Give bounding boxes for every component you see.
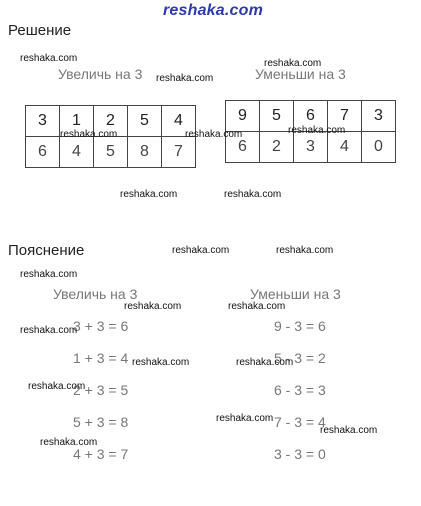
equation-left: 4 + 3 = 7	[73, 446, 129, 462]
explanation-left-caption: Увеличь на 3	[53, 286, 138, 302]
equation-left: 2 + 3 = 5	[73, 382, 129, 398]
equation-left: 3 + 3 = 6	[73, 318, 129, 334]
equation-right: 9 - 3 = 6	[274, 318, 326, 334]
table-cell: 7	[162, 137, 196, 168]
watermark-text: reshaka.com	[20, 325, 78, 336]
watermark-text: reshaka.com	[264, 58, 322, 69]
equation-left: 5 + 3 = 8	[73, 414, 129, 430]
watermark-text: reshaka.com	[28, 381, 86, 392]
table-cell: 5	[94, 137, 128, 168]
explanation-right-caption: Уменьши на 3	[250, 286, 341, 302]
watermark-text: reshaka.com	[216, 413, 274, 424]
solution-heading: Решение	[8, 22, 72, 39]
table-cell: 5	[260, 101, 294, 132]
watermark-text: reshaka.com	[224, 189, 282, 200]
table-cell: 6	[26, 137, 60, 168]
table-cell: 5	[128, 106, 162, 137]
watermark-text: reshaka.com	[276, 245, 334, 256]
watermark-text: reshaka.com	[124, 301, 182, 312]
table-cell: 1	[60, 106, 94, 137]
watermark-text: reshaka.com	[228, 301, 286, 312]
table-cell: 2	[94, 106, 128, 137]
table-cell: 3	[362, 101, 396, 132]
table-row-bottom	[226, 132, 396, 163]
table-cell: 4	[162, 106, 196, 137]
table-row-bottom	[26, 137, 196, 168]
watermark-text: reshaka.com	[320, 425, 378, 436]
watermark-text: reshaka.com	[120, 189, 178, 200]
watermark-text: reshaka.com	[60, 129, 118, 140]
watermark-text: reshaka.com	[132, 357, 190, 368]
solution-right-caption: Уменьши на 3	[255, 66, 346, 82]
table-cell: 4	[60, 137, 94, 168]
watermark-text: reshaka.com	[236, 357, 294, 368]
equation-right: 6 - 3 = 3	[274, 382, 326, 398]
watermark-text: reshaka.com	[172, 245, 230, 256]
equation-left: 1 + 3 = 4	[73, 350, 129, 366]
table-cell: 6	[294, 101, 328, 132]
equation-right: 3 - 3 = 0	[274, 446, 326, 462]
table-cell: 4	[328, 132, 362, 163]
watermark-text: reshaka.com	[185, 129, 243, 140]
table-cell: 9	[226, 101, 260, 132]
table-cell: 0	[362, 132, 396, 163]
explanation-heading: Пояснение	[8, 242, 85, 259]
table-cell: 7	[328, 101, 362, 132]
watermark-text: reshaka.com	[20, 53, 78, 64]
table-cell: 2	[260, 132, 294, 163]
table-cell: 3	[294, 132, 328, 163]
table-cell: 8	[128, 137, 162, 168]
watermark-text: reshaka.com	[20, 269, 78, 280]
site-title[interactable]: reshaka.com	[162, 2, 264, 19]
table-cell: 6	[226, 132, 260, 163]
table-cell: 3	[26, 106, 60, 137]
watermark-text: reshaka.com	[156, 73, 214, 84]
equation-right: 7 - 3 = 4	[274, 414, 326, 430]
watermark-text: reshaka.com	[288, 125, 346, 136]
solution-left-caption: Увеличь на 3	[58, 66, 143, 82]
equation-right: 5 - 3 = 2	[274, 350, 326, 366]
watermark-text: reshaka.com	[40, 437, 98, 448]
